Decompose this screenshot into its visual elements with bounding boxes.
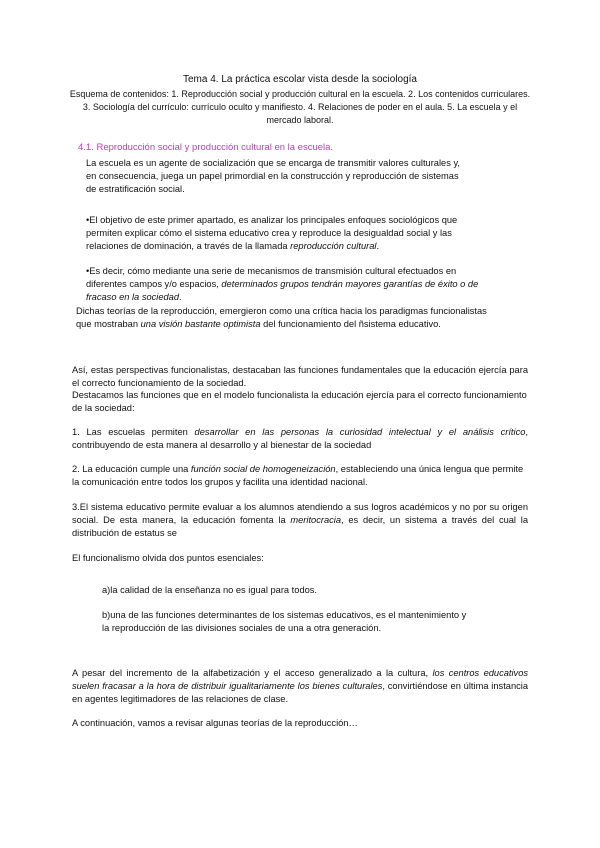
content-outline: Esquema de contenidos: 1. Reproducción social y producción cultural en la escuela. 2. Los contenidos curriculares. 3. Sociología del currículo: currículo oculto y manifiesto. 4. Relaciones de poder en el aula. 5. La escuela y el mercado laboral. bbox=[69, 89, 531, 125]
function-item-3-text: 3.El sistema educativo permite evaluar a los alumnos atendiendo a sus logros académicos y no por su origen social. De esta manera, la educación fomenta la bbox=[72, 502, 528, 525]
despite-tail: , convirtiéndose en última instancia en agentes legitimadores de las relaciones de clase. bbox=[72, 680, 528, 704]
function-item-2-tail: , estableciendo una única lengua que permite la comunicación entre todos los grupos y facilita una identidad nacional. bbox=[72, 464, 524, 487]
despite-text: A pesar del incremento de la alfabetización y el acceso generalizado a la cultura, bbox=[72, 668, 433, 678]
bullet-mechanisms-text: •Es decir, cómo mediante una serie de mecanismos de transmisión cultural efectuados en diferentes campos y/o espacios, bbox=[86, 266, 457, 289]
function-item-1-text: 1. Las escuelas permiten bbox=[72, 427, 195, 437]
despite-paragraph bbox=[72, 667, 528, 705]
function-item-2-emphasis: función social de homogeneización bbox=[190, 464, 336, 474]
omission-point-b: b)una de las funciones determinantes de los sistemas educativos, es el mantenimiento y la reproducción de las divisiones sociales de una a otra generación. bbox=[102, 610, 467, 633]
theories-text: Dichas teorías de la reproducción, emergieron como una crítica hacia los paradigmas funcionalistas que mostraban bbox=[76, 306, 487, 329]
functions-intro: Destacamos las funciones que en el modelo funcionalista la educación ejercía para el correcto funcionamiento de la sociedad: bbox=[72, 390, 527, 413]
bullet-objective-emphasis: reproducción cultural bbox=[290, 240, 377, 251]
intro-paragraph: La escuela es un agente de socialización que se encarga de transmitir valores culturales y, en consecuencia, juega un papel primordial en la construcción y reproducción de sistemas de estratificación social. bbox=[86, 158, 460, 194]
function-item-2-text: 2. La educación cumple una bbox=[72, 464, 191, 474]
function-item-3 bbox=[72, 501, 528, 539]
omission-point-a: a)la calidad de la enseñanza no es igual para todos. bbox=[102, 585, 318, 595]
document-title: Tema 4. La práctica escolar vista desde la sociología bbox=[182, 74, 417, 85]
section-heading: 4.1. Reproducción social y producción cultural en la escuela. bbox=[78, 142, 334, 153]
bullet-mechanisms-tail: . bbox=[179, 291, 182, 302]
functionalism-omissions: El funcionalismo olvida dos puntos esenciales: bbox=[72, 553, 264, 563]
function-item-1-emphasis: desarrollar en las personas la curiosidad intelectual y el análisis crítico bbox=[194, 427, 526, 437]
functionalist-paragraph: Así, estas perspectivas funcionalistas, destacaban las funciones fundamentales que la educación ejercía para el correcto funcionamiento de la sociedad. bbox=[72, 365, 528, 388]
bullet-objective-tail: . bbox=[376, 240, 380, 251]
bullet-objective bbox=[86, 214, 490, 252]
theories-emphasis: una visión bastante optimista bbox=[140, 318, 261, 329]
despite-emphasis: los centros educativos suelen fracasar a la hora de distribuir igualitariamente los bienes culturales bbox=[72, 668, 529, 691]
function-item-3-emphasis: meritocracia bbox=[290, 514, 342, 525]
function-item-1-tail: , contribuyendo de esta manera al desarrollo y al bienestar de la sociedad bbox=[72, 427, 528, 450]
bullet-objective-text: •El objetivo de este primer apartado, es analizar los principales enfoques sociológicos que permiten explicar cómo el sistema educativo crea y reproduce la desigualdad social y las relaciones de dominación, a través de la llamada bbox=[86, 215, 458, 251]
theories-paragraph bbox=[76, 305, 494, 331]
function-item-2 bbox=[72, 463, 528, 489]
function-item-1 bbox=[72, 426, 528, 452]
bullet-mechanisms bbox=[86, 265, 490, 303]
next-paragraph: A continuación, vamos a revisar algunas teorías de la reproducción… bbox=[72, 718, 358, 728]
bullet-mechanisms-emphasis: determinados grupos tendrán mayores garantías de éxito o de fracaso en la sociedad bbox=[86, 278, 479, 302]
function-item-3-tail: , es decir, un sistema a través del cual la distribución de estatus se bbox=[72, 514, 528, 538]
theories-tail: del funcionamiento del ñsistema educativo. bbox=[260, 318, 441, 329]
